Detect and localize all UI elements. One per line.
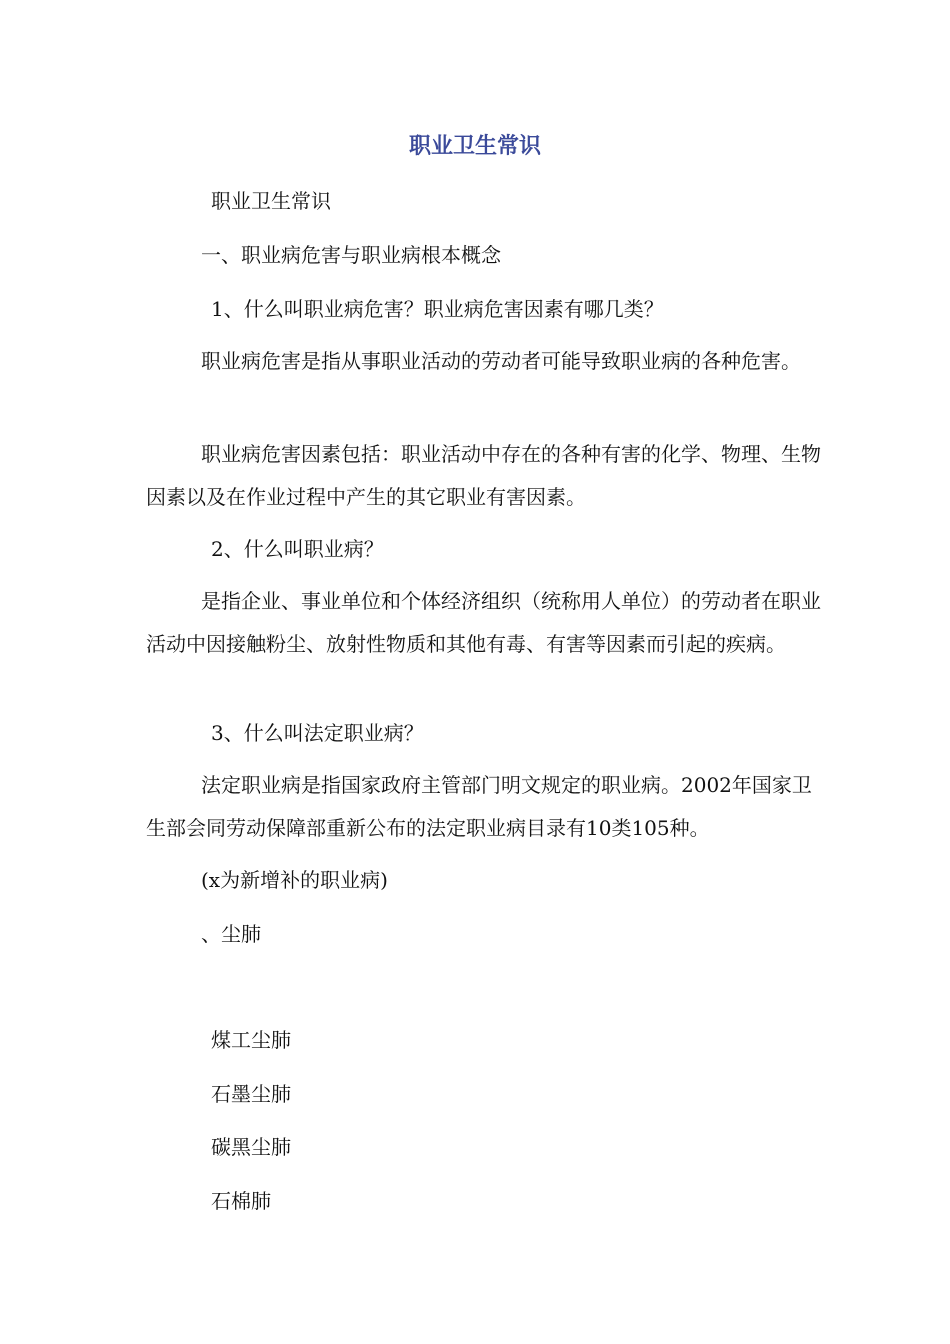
question-3: 3、什么叫法定职业病？: [211, 721, 424, 745]
paragraph-definition-disease: 是指企业、事业单位和个体经济组织（统称用人单位）的劳动者在职业活动中因接触粉尘、放射性物质和其他有毒、有害等因素而引起的疾病。: [146, 589, 821, 656]
question-1: 1、什么叫职业病危害？职业病危害因素有哪几类？: [211, 297, 664, 321]
list-item: 石墨尘肺: [211, 1082, 291, 1106]
list-item: 石棉肺: [211, 1189, 271, 1213]
paragraph-hazard-factors: 职业病危害因素包括：职业活动中存在的各种有害的化学、物理、生物因素以及在作业过程中产生的其它职业有害因素。: [146, 442, 821, 509]
note: (x为新增补的职业病): [201, 868, 388, 892]
list-item: 碳黑尘肺: [211, 1135, 291, 1159]
paragraph-statutory-disease: 法定职业病是指国家政府主管部门明文规定的职业病。2002年国家卫生部会同劳动保障部重新公布的法定职业病目录有10类105种。: [146, 773, 812, 840]
list-item: 煤工尘肺: [211, 1028, 291, 1052]
question-2: 2、什么叫职业病？: [211, 537, 384, 561]
category-heading: 、尘肺: [201, 922, 261, 946]
section-heading-1: 一、职业病危害与职业病根本概念: [201, 243, 501, 267]
paragraph-definition-hazard: 职业病危害是指从事职业活动的劳动者可能导致职业病的各种危害。: [201, 349, 801, 373]
subtitle: 职业卫生常识: [211, 189, 331, 213]
document-title: 职业卫生常识: [408, 134, 541, 159]
